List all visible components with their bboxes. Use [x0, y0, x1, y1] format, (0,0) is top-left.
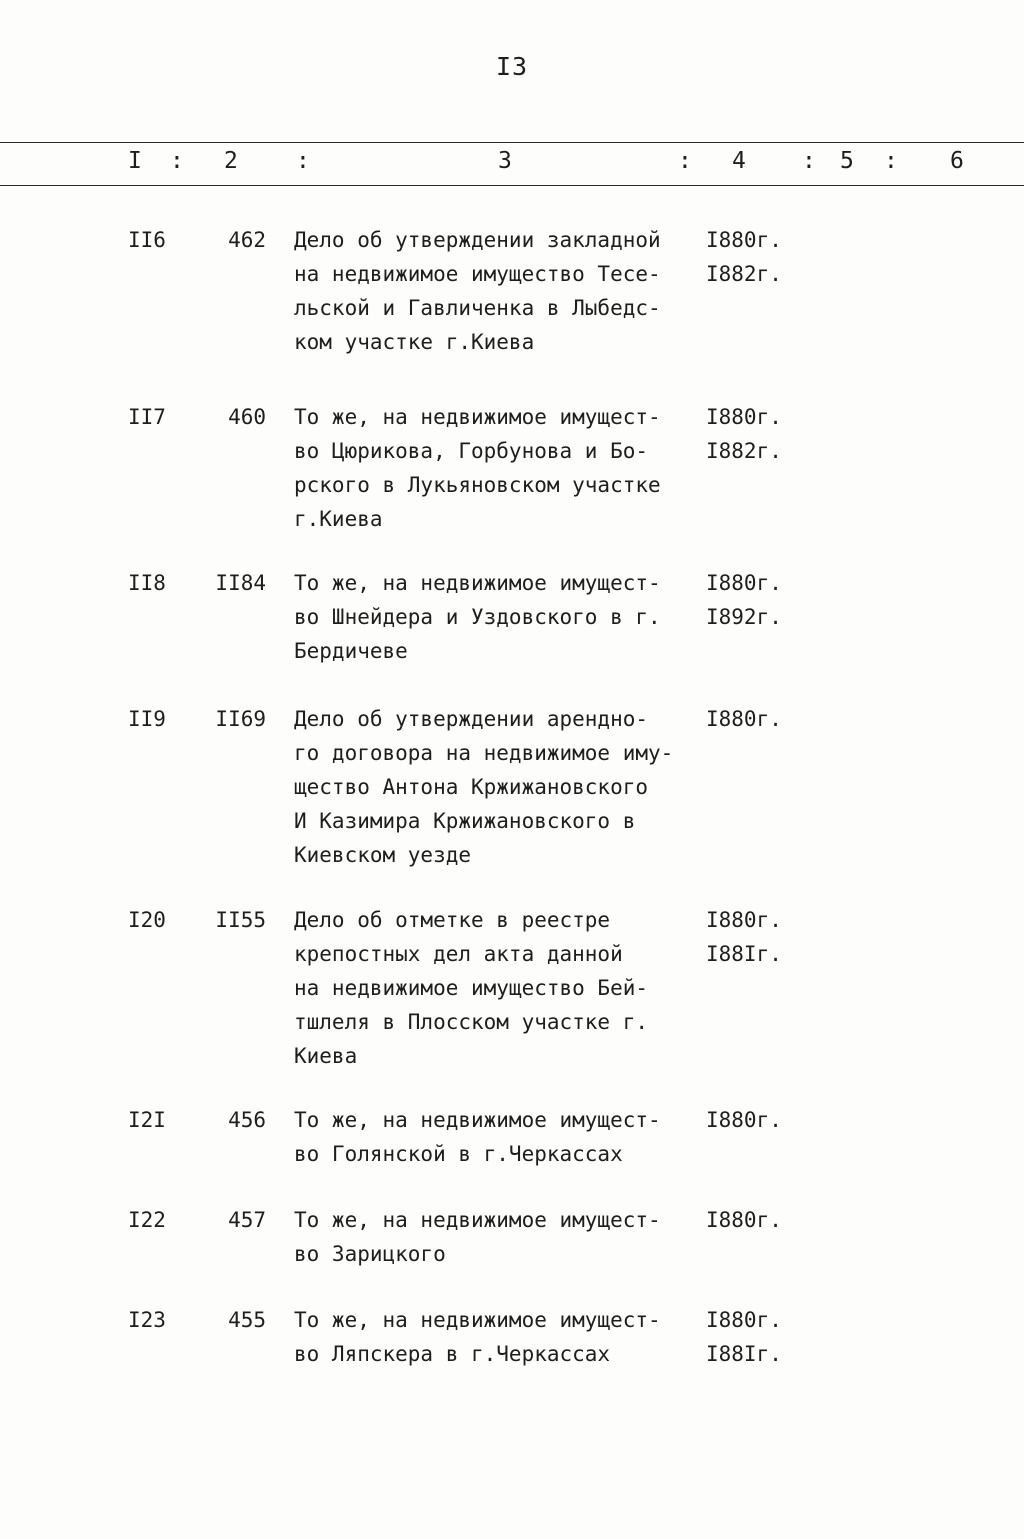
entry-dates — [706, 400, 806, 468]
header-col-5: 5 — [840, 148, 854, 174]
description-line: льской и Гавличенка в Лыбедс- — [294, 296, 661, 320]
description-line: То же, на недвижимое имущест- — [294, 1208, 661, 1232]
date-line: I880г. — [706, 707, 782, 731]
entry-dates — [706, 903, 806, 971]
entry-old-number: 457 — [228, 1208, 266, 1232]
entry-old-number: 460 — [228, 405, 266, 429]
description-line: Дело об отметке в реестре — [294, 908, 611, 932]
description-line: на недвижимое имущество Бей- — [294, 976, 649, 1000]
date-line: I882г. — [706, 262, 782, 286]
description-line: Киева — [294, 1044, 358, 1068]
header-sep-5: : — [884, 148, 898, 174]
page-number: I3 — [495, 52, 529, 81]
description-line: ком участке г.Киева — [294, 330, 535, 354]
entry-old-number: 456 — [228, 1108, 266, 1132]
date-line: I880г. — [706, 1108, 782, 1132]
entry-dates — [706, 223, 806, 291]
entry-description — [294, 566, 704, 668]
description-line: щество Антона Кржижановского — [294, 775, 649, 799]
entry-description — [294, 400, 704, 536]
header-col-6: 6 — [950, 148, 964, 174]
header-col-3: 3 — [498, 148, 512, 174]
entry-old-number: II55 — [215, 908, 266, 932]
header-sep-1: : — [170, 148, 184, 174]
date-line: I880г. — [706, 908, 782, 932]
entry-number: I23 — [128, 1308, 166, 1332]
date-line: I880г. — [706, 1208, 782, 1232]
entry-dates — [706, 1103, 806, 1137]
entry-number: I20 — [128, 908, 166, 932]
description-line: во Ляпскера в г.Черкассах — [294, 1342, 611, 1366]
date-line: I880г. — [706, 405, 782, 429]
date-line: I880г. — [706, 571, 782, 595]
description-line: То же, на недвижимое имущест- — [294, 571, 661, 595]
entry-old-number: 455 — [228, 1308, 266, 1332]
entry-description — [294, 1303, 704, 1371]
date-line: I880г. — [706, 1308, 782, 1332]
header-col-1: I — [128, 148, 142, 174]
description-line: во Шнейдера и Уздовского в г. — [294, 605, 661, 629]
header-col-2: 2 — [224, 148, 238, 174]
description-line: го договора на недвижимое иму- — [294, 741, 674, 765]
date-line: I882г. — [706, 439, 782, 463]
entry-dates — [706, 1203, 806, 1237]
description-line: То же, на недвижимое имущест- — [294, 1108, 661, 1132]
entry-dates — [706, 566, 806, 634]
description-line: рского в Лукьяновском участке — [294, 473, 661, 497]
entry-old-number: II69 — [215, 707, 266, 731]
header-sep-3: : — [678, 148, 692, 174]
date-line: I88Iг. — [706, 942, 782, 966]
header-bottom-rule — [0, 185, 1024, 186]
entry-description — [294, 702, 704, 872]
entry-number: II6 — [128, 228, 166, 252]
header-col-4: 4 — [732, 148, 746, 174]
description-line: во Цюрикова, Горбунова и Бо- — [294, 439, 649, 463]
header-sep-4: : — [802, 148, 816, 174]
description-line: во Голянской в г.Черкассах — [294, 1142, 623, 1166]
entry-dates — [706, 1303, 806, 1371]
description-line: Бердичеве — [294, 639, 408, 663]
entry-old-number: II84 — [215, 571, 266, 595]
description-line: крепостных дел акта данной — [294, 942, 623, 966]
description-line: Киевском уезде — [294, 843, 472, 867]
header-top-rule — [0, 142, 1024, 143]
description-line: Дело об утверждении закладной — [294, 228, 661, 252]
date-line: I880г. — [706, 228, 782, 252]
entry-dates — [706, 702, 806, 736]
date-line: I892г. — [706, 605, 782, 629]
description-line: То же, на недвижимое имущест- — [294, 1308, 661, 1332]
header-sep-2: : — [296, 148, 310, 174]
entry-description — [294, 223, 704, 359]
entry-description — [294, 903, 704, 1073]
description-line: во Зарицкого — [294, 1242, 446, 1266]
entry-description — [294, 1203, 704, 1271]
entry-number: II7 — [128, 405, 166, 429]
entry-description — [294, 1103, 704, 1171]
description-line: Дело об утверждении арендно- — [294, 707, 649, 731]
description-line: на недвижимое имущество Тесе- — [294, 262, 661, 286]
entry-number: II8 — [128, 571, 166, 595]
entry-old-number: 462 — [228, 228, 266, 252]
description-line: тшлеля в Плосском участке г. — [294, 1010, 649, 1034]
description-line: То же, на недвижимое имущест- — [294, 405, 661, 429]
entry-number: II9 — [128, 707, 166, 731]
description-line: И Казимира Кржижановского в — [294, 809, 636, 833]
date-line: I88Iг. — [706, 1342, 782, 1366]
entry-number: I22 — [128, 1208, 166, 1232]
description-line: г.Киева — [294, 507, 383, 531]
entry-number: I2I — [128, 1108, 166, 1132]
